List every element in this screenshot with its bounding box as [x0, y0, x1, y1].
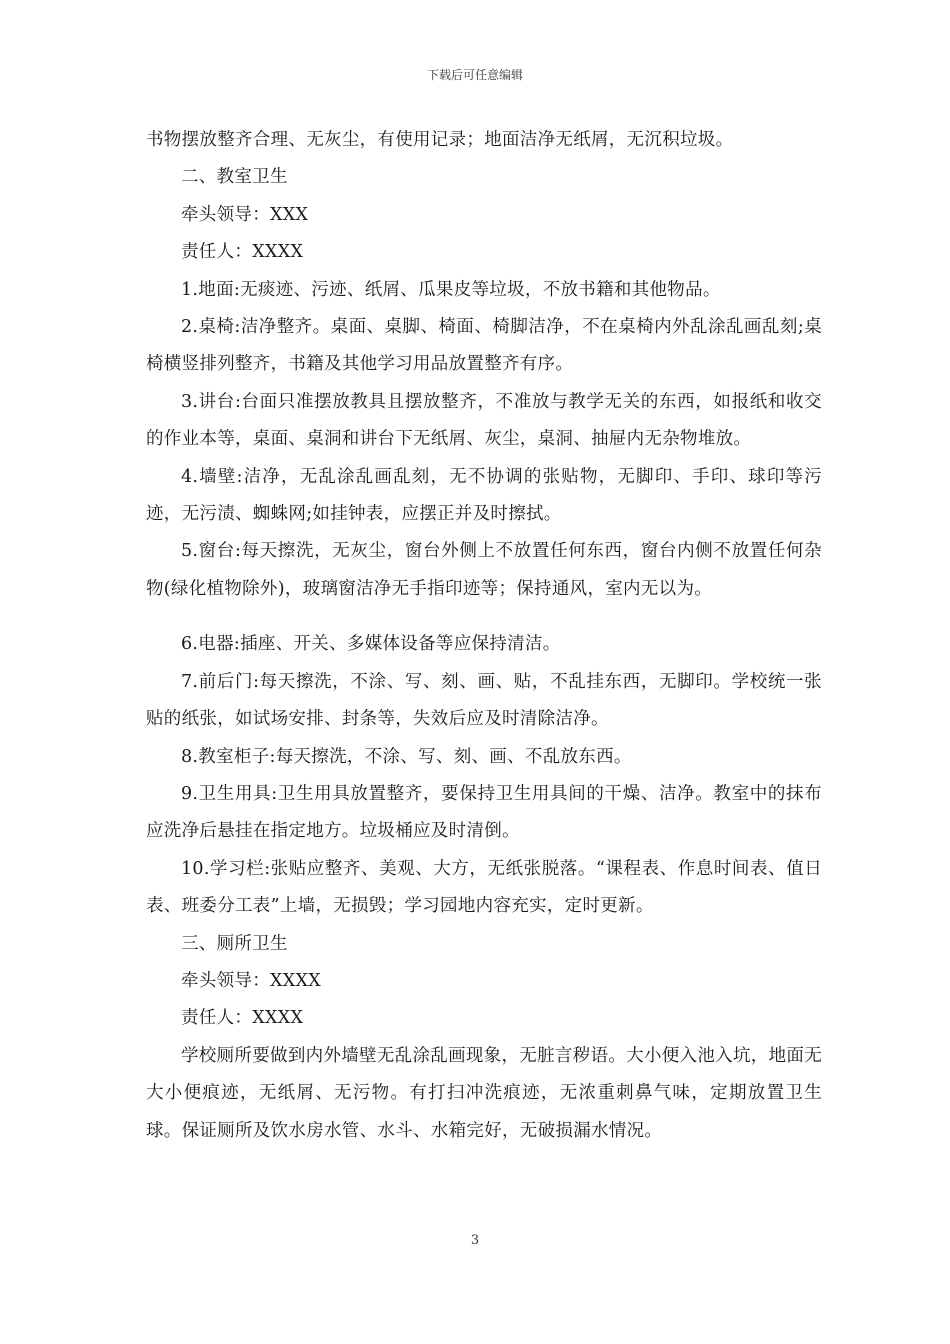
- paragraph: 三、厕所卫生: [181, 933, 288, 954]
- paragraph: 书物摆放整齐合理、无灰尘，有使用记录；地面洁净无纸屑，无沉积垃圾。: [146, 130, 734, 150]
- paragraph: 8.教室柜子:每天擦洗，不涂、写、刻、画、不乱放东西。: [181, 746, 632, 767]
- paragraph: 二、教室卫生: [181, 167, 288, 188]
- paragraph: 牵头领导：XXX: [181, 204, 309, 225]
- paragraph: 5.窗台:每天擦洗，无灰尘，窗台外侧上不放置任何东西，窗台内侧不放置任何杂物(绿化植物除外)，玻璃窗洁净无手指印迹等；保持通风，室内无以为。: [146, 541, 822, 599]
- page-header: 下载后可任意编辑: [426, 68, 523, 82]
- paragraph: 6.电器:插座、开关、多媒体设备等应保持清洁。: [181, 634, 561, 655]
- paragraph: 9.卫生用具:卫生用具放置整齐，要保持卫生用具间的干燥、洁净。教室中的抹布应洗净后悬挂在指定地方。垃圾桶应及时清倒。: [146, 783, 822, 842]
- paragraph: 学校厕所要做到内外墙壁无乱涂乱画现象，无脏言秽语。大小便入池入坑，地面无大小便痕迹，无纸屑、无污物。有打扫冲洗痕迹，无浓重刺鼻气味，定期放置卫生球。保证厕所及饮水房水管、水斗、水箱完好，无破损漏水情况。: [146, 1045, 822, 1141]
- paragraph: 责任人：XXXX: [181, 1008, 304, 1029]
- paragraph: 2.桌椅:洁净整齐。桌面、桌脚、椅面、椅脚洁净，不在桌椅内外乱涂乱画乱刻;桌椅横竖排列整齐，书籍及其他学习用品放置整齐有序。: [146, 317, 822, 375]
- paragraph: 10.学习栏:张贴应整齐、美观、大方，无纸张脱落。“课程表、作息时间表、值日表、班委分工表”上墙，无损毁；学习园地内容充实，定时更新。: [146, 858, 822, 917]
- paragraph: 责任人：XXXX: [181, 242, 304, 263]
- paragraph: 3.讲台:台面只准摆放教具且摆放整齐，不准放与教学无关的东西，如报纸和收交的作业本等，桌面、桌洞和讲台下无纸屑、灰尘，桌洞、抽屉内无杂物堆放。: [146, 391, 822, 450]
- paragraph: 牵头领导：XXXX: [181, 970, 322, 991]
- paragraph: 4.墙壁:洁净，无乱涂乱画乱刻，无不协调的张贴物，无脚印、手印、球印等污迹，无污渍、蜘蛛网;如挂钟表，应摆正并及时擦拭。: [146, 466, 822, 525]
- paragraph: 7.前后门:每天擦洗，不涂、写、刻、画、贴，不乱挂东西，无脚印。学校统一张贴的纸张，如试场安排、封条等，失效后应及时清除洁净。: [146, 671, 822, 730]
- document-body: [146, 122, 822, 1150]
- page-number: 3: [470, 1233, 480, 1248]
- paragraph: 1.地面:无痰迹、污迹、纸屑、瓜果皮等垃圾，不放书籍和其他物品。: [181, 279, 721, 300]
